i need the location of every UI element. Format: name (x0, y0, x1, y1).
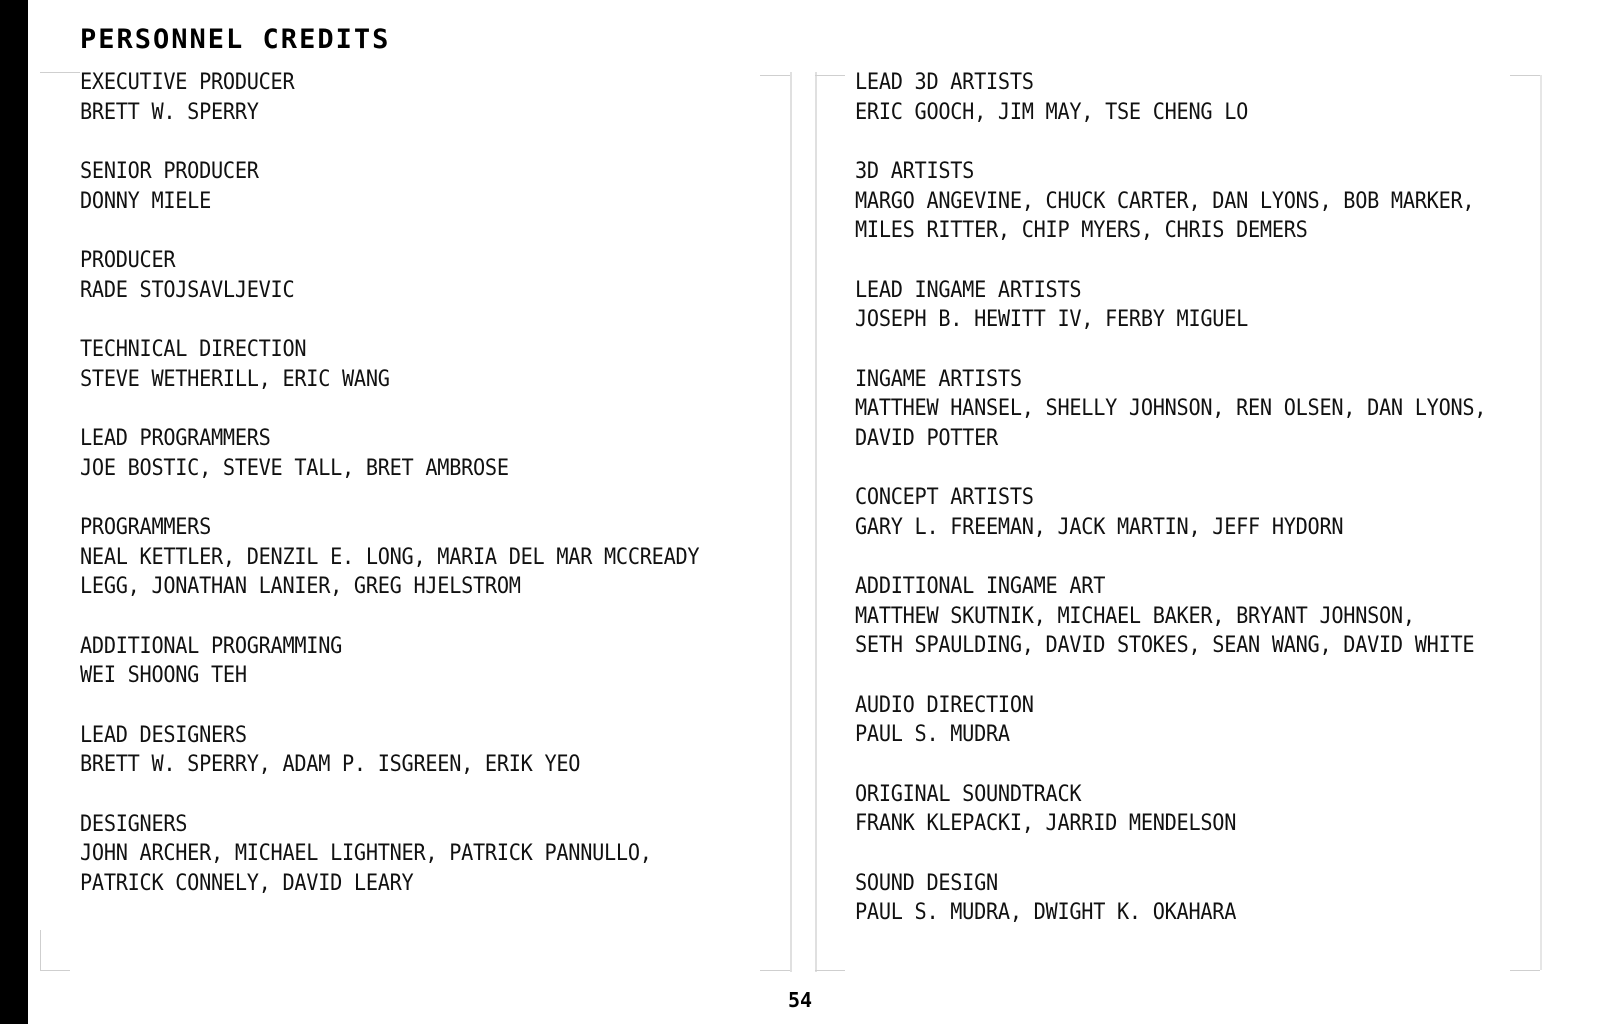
credit-section (80, 335, 750, 394)
credit-role: CONCEPT ARTISTS (855, 485, 1034, 510)
credit-section (80, 157, 750, 216)
credit-names (80, 454, 696, 484)
credit-section (80, 68, 750, 127)
credit-names-line: WEI SHOONG TEH (80, 663, 247, 688)
credit-section (80, 246, 750, 305)
credit-names-line: MATTHEW HANSEL, SHELLY JOHNSON, REN OLSEN, DAN LYONS, (855, 396, 1487, 421)
credit-section (855, 869, 1515, 928)
credit-names (855, 394, 1487, 453)
credit-names (80, 276, 696, 306)
credit-names-line: JOSEPH B. HEWITT IV, FERBY MIGUEL (855, 307, 1249, 332)
credit-section (80, 721, 750, 780)
credit-names (855, 898, 1462, 928)
credit-names (80, 365, 696, 395)
credit-role: ADDITIONAL INGAME ART (855, 574, 1106, 599)
credit-role: LEAD PROGRAMMERS (80, 426, 271, 451)
credit-names-line: DONNY MIELE (80, 188, 212, 214)
frame-line (40, 72, 80, 74)
credit-names-line: SETH SPAULDING, DAVID STOKES, SEAN WANG, DAVID WHITE (855, 633, 1475, 658)
credit-section (855, 365, 1515, 454)
credit-names-line: JOE BOSTIC, STEVE TALL, BRET AMBROSE (80, 455, 509, 481)
credit-role: DESIGNERS (80, 811, 188, 837)
credit-section (855, 68, 1515, 127)
credits-column-right (855, 68, 1515, 958)
credit-names (855, 809, 1462, 839)
credit-role: LEAD DESIGNERS (80, 722, 247, 748)
credit-names (80, 98, 696, 128)
credit-role: 3D ARTISTS (855, 159, 975, 184)
credit-names (855, 720, 1462, 750)
credit-role: LEAD INGAME ARTISTS (855, 277, 1082, 303)
credit-names-line: NEAL KETTLER, DENZIL E. LONG, MARIA DEL MAR MCCREADY (80, 544, 700, 570)
credit-names (80, 661, 696, 691)
frame-line (40, 970, 70, 972)
credit-names-line: BRETT W. SPERRY, ADAM P. ISGREEN, ERIK YEO (80, 752, 581, 777)
credit-section (855, 157, 1515, 246)
credit-names-line: ERIC GOOCH, JIM MAY, TSE CHENG LO (855, 99, 1249, 125)
page-number: 54 (788, 988, 813, 1012)
frame-line (815, 970, 845, 972)
frame-line (815, 75, 845, 77)
credit-section (855, 483, 1515, 542)
credit-names-line: LEGG, JONATHAN LANIER, GREG HJELSTROM (80, 574, 521, 599)
frame-line (40, 930, 42, 970)
credit-names (855, 98, 1462, 128)
credit-role: SENIOR PRODUCER (80, 159, 259, 184)
credit-names-line: PAUL S. MUDRA (855, 722, 1010, 747)
credits-column-left (80, 68, 750, 928)
credit-names (80, 187, 696, 217)
credit-role: EXECUTIVE PRODUCER (80, 70, 295, 95)
page-title: PERSONNEL CREDITS (80, 24, 391, 55)
credit-section (80, 810, 750, 899)
credit-names-line: RADE STOJSAVLJEVIC (80, 277, 295, 303)
frame-line (760, 970, 790, 972)
credit-names-line: BRETT W. SPERRY (80, 99, 259, 125)
credit-names (855, 305, 1462, 335)
credit-names-line: MARGO ANGEVINE, CHUCK CARTER, DAN LYONS, BOB MARKER, (855, 188, 1475, 214)
frame-line (1510, 970, 1540, 972)
credit-role: ADDITIONAL PROGRAMMING (80, 633, 343, 659)
credit-role: ORIGINAL SOUNDTRACK (855, 781, 1082, 807)
credit-role: PRODUCER (80, 248, 176, 273)
credit-role: SOUND DESIGN (855, 870, 998, 896)
frame-line (760, 75, 790, 77)
frame-line (1540, 75, 1543, 970)
credit-names (855, 187, 1475, 246)
credit-section (80, 424, 750, 483)
credit-section (855, 691, 1515, 750)
credit-names-line: MATTHEW SKUTNIK, MICHAEL BAKER, BRYANT JOHNSON, (855, 603, 1415, 629)
credit-section (80, 513, 750, 602)
credit-names-line: FRANK KLEPACKI, JARRID MENDELSON (855, 811, 1237, 836)
credit-role: LEAD 3D ARTISTS (855, 70, 1034, 95)
credit-names (855, 513, 1462, 543)
frame-line (790, 72, 793, 972)
credit-names-line: DAVID POTTER (855, 425, 998, 451)
credit-names (855, 602, 1475, 661)
credit-names (80, 750, 696, 780)
credit-names-line: MILES RITTER, CHIP MYERS, CHRIS DEMERS (855, 218, 1308, 243)
frame-line (815, 72, 818, 972)
credit-names-line: STEVE WETHERILL, ERIC WANG (80, 366, 390, 392)
credit-names (80, 543, 700, 602)
credit-names-line: GARY L. FREEMAN, JACK MARTIN, JEFF HYDORN (855, 514, 1344, 540)
credit-role: INGAME ARTISTS (855, 366, 1022, 392)
credit-section (80, 632, 750, 691)
credit-names (80, 839, 696, 898)
credit-names-line: JOHN ARCHER, MICHAEL LIGHTNER, PATRICK PANNULLO, (80, 841, 652, 866)
credit-section (855, 276, 1515, 335)
credit-role: PROGRAMMERS (80, 515, 212, 540)
credit-names-line: PAUL S. MUDRA, DWIGHT K. OKAHARA (855, 900, 1237, 925)
credit-names-line: PATRICK CONNELY, DAVID LEARY (80, 870, 414, 896)
credit-role: TECHNICAL DIRECTION (80, 337, 307, 362)
credit-role: AUDIO DIRECTION (855, 692, 1034, 718)
left-edge-bar (0, 0, 28, 1024)
credit-section (855, 780, 1515, 839)
credit-section (855, 572, 1515, 661)
